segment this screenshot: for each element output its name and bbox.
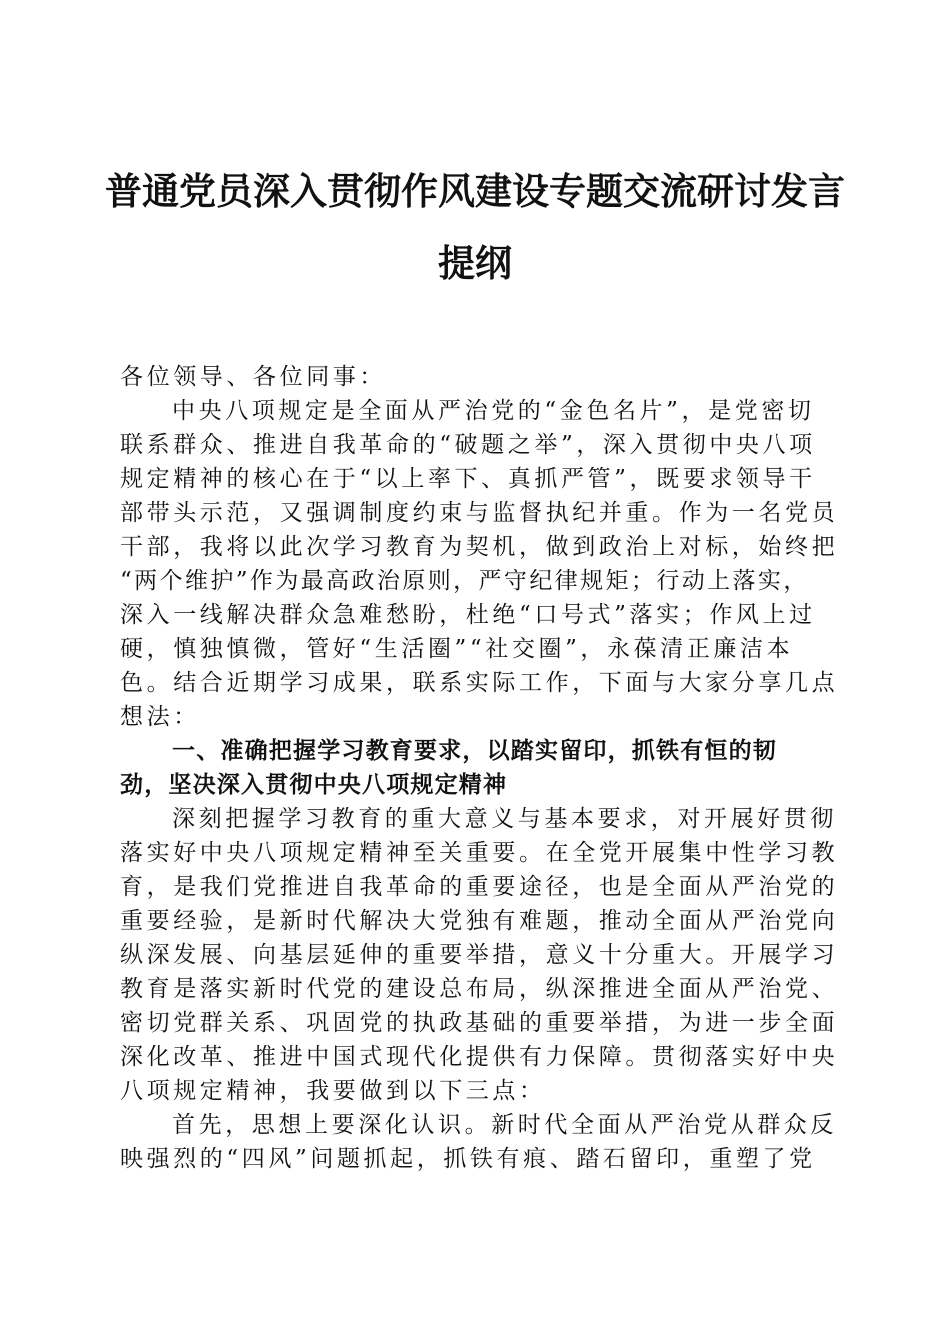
text-line: 规定精神的核心在于“以上率下、真抓严管”，既要求领导干 xyxy=(120,466,816,492)
text-line: 密切党群关系、巩固党的执政基础的重要举措，为进一步全面 xyxy=(120,1010,839,1036)
text-line: 中央八项规定是全面从严治党的“金色名片”，是党密切 xyxy=(172,398,815,424)
text-line: 深入一线解决群众急难愁盼，杜绝“口号式”落实；作风上过 xyxy=(120,602,816,628)
text-line: 想法： xyxy=(120,704,200,730)
text-line: 联系群众、推进自我革命的“破题之举”，深入贯彻中央八项 xyxy=(120,432,816,458)
text-line: 色。结合近期学习成果，联系实际工作，下面与大家分享几点 xyxy=(120,670,839,696)
text-line: 映强烈的“四风”问题抓起，抓铁有痕、踏石留印，重塑了党 xyxy=(120,1146,816,1172)
text-line: 八项规定精神，我要做到以下三点： xyxy=(120,1078,546,1104)
text-line: 首先，思想上要深化认识。新时代全面从严治党从群众反 xyxy=(172,1112,837,1138)
text-line: 纵深发展、向基层延伸的重要举措，意义十分重大。开展学习 xyxy=(120,942,839,968)
section-heading: 劲，坚决深入贯彻中央八项规定精神 xyxy=(120,772,508,798)
text-line: 硬，慎独慎微，管好“生活圈”“社交圈”，永葆清正廉洁本 xyxy=(120,636,794,662)
text-line: 育，是我们党推进自我革命的重要途径，也是全面从严治党的 xyxy=(120,874,839,900)
text-line: “两个维护”作为最高政治原则，严守纪律规矩；行动上落实， xyxy=(120,568,809,594)
salutation: 各位领导、各位同事： xyxy=(120,364,386,390)
document-body xyxy=(120,360,839,1176)
text-line: 教育是落实新时代党的建设总布局，纵深推进全面从严治党、 xyxy=(120,976,839,1002)
document-title-line-2: 提纲 xyxy=(438,241,512,285)
text-line: 落实好中央八项规定精神至关重要。在全党开展集中性学习教 xyxy=(120,840,839,866)
text-line: 深刻把握学习教育的重大意义与基本要求，对开展好贯彻 xyxy=(172,806,837,832)
section-heading: 一、准确把握学习教育要求，以踏实留印，抓铁有恒的韧 xyxy=(172,738,777,764)
document-title-line-1: 普通党员深入贯彻作风建设专题交流研讨发言 xyxy=(105,169,845,213)
text-line: 深化改革、推进中国式现代化提供有力保障。贯彻落实好中央 xyxy=(120,1044,839,1070)
text-line: 部带头示范，又强调制度约束与监督执纪并重。作为一名党员 xyxy=(120,500,839,526)
text-line: 重要经验，是新时代解决大党独有难题，推动全面从严治党向 xyxy=(120,908,839,934)
text-line: 干部，我将以此次学习教育为契机，做到政治上对标，始终把 xyxy=(120,534,839,560)
